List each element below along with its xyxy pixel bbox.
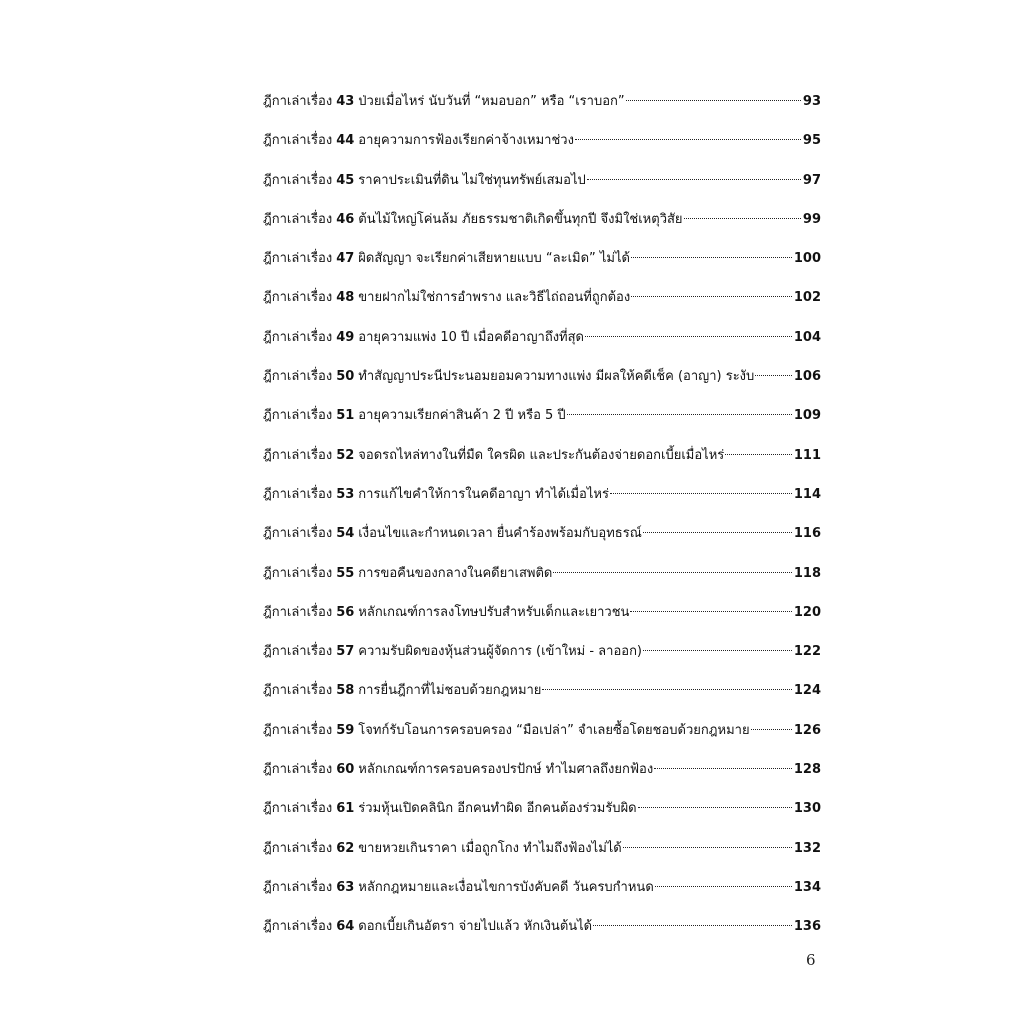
toc-entry-title: หลักเกณฑ์การครอบครองปรปักษ์ ทำไมศาลถึงยกฟ้อง	[358, 762, 654, 778]
toc-entry	[263, 711, 821, 750]
toc-entry-number: 57	[336, 644, 355, 660]
toc-entry-prefix: ฎีกาเล่าเรื่อง	[263, 919, 333, 935]
toc-entry-page: 124	[793, 683, 821, 699]
toc-entry-page: 111	[793, 447, 821, 463]
toc-entry	[263, 632, 821, 671]
toc-entry-number: 63	[336, 879, 355, 895]
toc-entry-prefix: ฎีกาเล่าเรื่อง	[263, 526, 333, 542]
toc-entry-number: 48	[336, 290, 355, 306]
toc-entry	[263, 475, 821, 514]
toc-entry-title: ร่วมหุ้นเปิดคลินิก อีกคนทำผิด อีกคนต้องร่วมรับผิด	[358, 801, 637, 817]
toc-entry-number: 55	[336, 565, 355, 581]
toc-dot-leader	[623, 847, 792, 848]
toc-entry-number: 49	[336, 329, 355, 345]
toc-entry-number: 58	[336, 683, 355, 699]
toc-entry-page: 104	[793, 329, 821, 345]
table-of-contents	[263, 82, 821, 947]
toc-entry-page: 93	[802, 94, 821, 109]
toc-dot-leader	[542, 689, 791, 690]
toc-entry-title: อายุความเรียกค่าสินค้า 2 ปี หรือ 5 ปี	[358, 408, 566, 424]
toc-dot-leader	[585, 336, 792, 337]
toc-entry-prefix: ฎีกาเล่าเรื่อง	[263, 604, 333, 620]
toc-dot-leader	[630, 611, 791, 612]
toc-entry-page: 128	[793, 762, 821, 778]
toc-entry-number: 51	[336, 408, 355, 424]
toc-dot-leader	[755, 375, 792, 376]
toc-entry	[263, 82, 821, 121]
toc-entry-page: 95	[802, 133, 821, 149]
toc-entry-number: 59	[336, 722, 355, 738]
toc-entry-title: ทำสัญญาประนีประนอมยอมความทางแพ่ง มีผลให้คดีเช็ค (อาญา) ระงับ	[358, 369, 755, 385]
toc-entry-page: 130	[793, 801, 821, 817]
toc-entry-number: 61	[336, 801, 355, 817]
toc-entry-page: 109	[793, 408, 821, 424]
toc-entry-page: 136	[793, 919, 821, 935]
toc-entry-page: 114	[793, 486, 821, 502]
toc-entry	[263, 161, 821, 200]
toc-entry-number: 54	[336, 526, 355, 542]
toc-entry-page: 102	[793, 290, 821, 306]
toc-dot-leader	[654, 768, 792, 769]
toc-entry-number: 44	[336, 133, 355, 149]
toc-entry-title: ขายฝากไม่ใช่การอำพราง และวิธีไถ่ถอนที่ถูกต้อง	[358, 290, 631, 306]
toc-entry-prefix: ฎีกาเล่าเรื่อง	[263, 290, 333, 306]
toc-entry	[263, 318, 821, 357]
toc-entry-prefix: ฎีกาเล่าเรื่อง	[263, 644, 333, 660]
toc-dot-leader	[626, 100, 801, 101]
toc-entry-title: ขายหวยเกินราคา เมื่อถูกโกง ทำไมถึงฟ้องไม่ได้	[358, 840, 622, 856]
toc-entry-title: อายุความแพ่ง 10 ปี เมื่อคดีอาญาถึงที่สุด	[358, 329, 584, 345]
toc-entry-prefix: ฎีกาเล่าเรื่อง	[263, 369, 333, 385]
toc-entry	[263, 593, 821, 632]
toc-entry	[263, 278, 821, 317]
toc-entry	[263, 239, 821, 278]
toc-entry-prefix: ฎีกาเล่าเรื่อง	[263, 565, 333, 581]
toc-entry-prefix: ฎีกาเล่าเรื่อง	[263, 879, 333, 895]
toc-entry-number: 50	[336, 369, 355, 385]
toc-entry-title: ต้นไม้ใหญ่โค่นล้ม ภัยธรรมชาติเกิดขึ้นทุกปี จึงมิใช่เหตุวิสัย	[358, 211, 683, 227]
toc-entry-title: ป่วยเมื่อไหร่ นับวันที่ “หมอบอก” หรือ “เราบอก”	[358, 94, 625, 109]
toc-dot-leader	[638, 807, 792, 808]
toc-dot-leader	[725, 454, 792, 455]
toc-entry-number: 56	[336, 604, 355, 620]
toc-dot-leader	[553, 572, 791, 573]
toc-entry-number: 46	[336, 211, 355, 227]
toc-entry	[263, 514, 821, 553]
toc-entry	[263, 200, 821, 239]
toc-entry	[263, 554, 821, 593]
toc-dot-leader	[643, 532, 792, 533]
toc-dot-leader	[631, 296, 792, 297]
toc-entry	[263, 121, 821, 160]
toc-entry-page: 116	[793, 526, 821, 542]
toc-entry	[263, 868, 821, 907]
toc-entry	[263, 436, 821, 475]
toc-entry-title: อายุความการฟ้องเรียกค่าจ้างเหมาช่วง	[358, 133, 574, 149]
toc-entry-page: 118	[793, 565, 821, 581]
toc-dot-leader	[684, 218, 801, 219]
toc-dot-leader	[631, 257, 792, 258]
toc-entry-title: การขอคืนของกลางในคดียาเสพติด	[358, 565, 553, 581]
toc-entry	[263, 829, 821, 868]
toc-entry	[263, 357, 821, 396]
toc-dot-leader	[587, 179, 801, 180]
toc-entry-number: 62	[336, 840, 355, 856]
toc-entry-prefix: ฎีกาเล่าเรื่อง	[263, 251, 333, 267]
toc-entry-number: 45	[336, 172, 355, 188]
toc-entry-title: โจทก์รับโอนการครอบครอง “มือเปล่า” จำเลยซื้อโดยชอบด้วยกฎหมาย	[358, 722, 750, 738]
toc-entry-prefix: ฎีกาเล่าเรื่อง	[263, 762, 333, 778]
toc-entry-page: 100	[793, 251, 821, 267]
toc-entry-title: หลักกฎหมายและเงื่อนไขการบังคับคดี วันครบกำหนด	[358, 879, 654, 895]
toc-entry-title: การยื่นฎีกาที่ไม่ชอบด้วยกฎหมาย	[358, 683, 542, 699]
toc-entry-page: 126	[793, 722, 821, 738]
toc-entry-title: เงื่อนไขและกำหนดเวลา ยื่นคำร้องพร้อมกับอุทธรณ์	[358, 526, 642, 542]
toc-dot-leader	[593, 925, 792, 926]
toc-dot-leader	[610, 493, 792, 494]
toc-entry-prefix: ฎีกาเล่าเรื่อง	[263, 408, 333, 424]
toc-entry-title: การแก้ไขคำให้การในคดีอาญา ทำได้เมื่อไหร่	[358, 486, 609, 502]
toc-entry-prefix: ฎีกาเล่าเรื่อง	[263, 447, 333, 463]
toc-dot-leader	[643, 650, 792, 651]
toc-entry-number: 53	[336, 486, 355, 502]
toc-entry-title: ดอกเบี้ยเกินอัตรา จ่ายไปแล้ว หักเงินต้นได้	[358, 919, 593, 935]
toc-dot-leader	[751, 729, 792, 730]
toc-entry-prefix: ฎีกาเล่าเรื่อง	[263, 486, 333, 502]
toc-entry	[263, 907, 821, 946]
toc-entry-page: 134	[793, 879, 821, 895]
toc-entry-prefix: ฎีกาเล่าเรื่อง	[263, 683, 333, 699]
toc-entry	[263, 789, 821, 828]
toc-entry-page: 132	[793, 840, 821, 856]
toc-entry-prefix: ฎีกาเล่าเรื่อง	[263, 329, 333, 345]
toc-entry-title: ผิดสัญญา จะเรียกค่าเสียหายแบบ “ละเมิด” ไม่ได้	[358, 251, 630, 267]
toc-entry-page: 99	[802, 211, 821, 227]
toc-entry-title: จอดรถไหล่ทางในที่มืด ใครผิด และประกันต้องจ่ายดอกเบี้ยเมื่อไหร่	[358, 447, 725, 463]
toc-entry-page: 120	[793, 604, 821, 620]
toc-entry-title: ความรับผิดของหุ้นส่วนผู้จัดการ (เข้าใหม่ - ลาออก)	[358, 644, 643, 660]
page-number: 6	[806, 951, 816, 969]
toc-entry-number: 64	[336, 919, 355, 935]
toc-entry-title: หลักเกณฑ์การลงโทษปรับสำหรับเด็กและเยาวชน	[358, 604, 630, 620]
toc-entry-prefix: ฎีกาเล่าเรื่อง	[263, 172, 333, 188]
toc-entry-number: 60	[336, 762, 355, 778]
toc-entry-page: 106	[793, 369, 821, 385]
toc-entry-prefix: ฎีกาเล่าเรื่อง	[263, 722, 333, 738]
toc-entry-prefix: ฎีกาเล่าเรื่อง	[263, 801, 333, 817]
toc-entry-number: 52	[336, 447, 355, 463]
toc-entry-title: ราคาประเมินที่ดิน ไม่ใช่ทุนทรัพย์เสมอไป	[358, 172, 586, 188]
toc-entry-number: 43	[336, 94, 355, 109]
toc-entry-prefix: ฎีกาเล่าเรื่อง	[263, 133, 333, 149]
toc-entry-prefix: ฎีกาเล่าเรื่อง	[263, 94, 333, 109]
toc-dot-leader	[567, 414, 792, 415]
toc-entry	[263, 671, 821, 710]
toc-dot-leader	[575, 139, 801, 140]
toc-entry-page: 122	[793, 644, 821, 660]
toc-entry-page: 97	[802, 172, 821, 188]
toc-entry-number: 47	[336, 251, 355, 267]
toc-entry	[263, 396, 821, 435]
toc-dot-leader	[655, 886, 792, 887]
toc-entry-prefix: ฎีกาเล่าเรื่อง	[263, 211, 333, 227]
toc-entry	[263, 750, 821, 789]
toc-entry-prefix: ฎีกาเล่าเรื่อง	[263, 840, 333, 856]
